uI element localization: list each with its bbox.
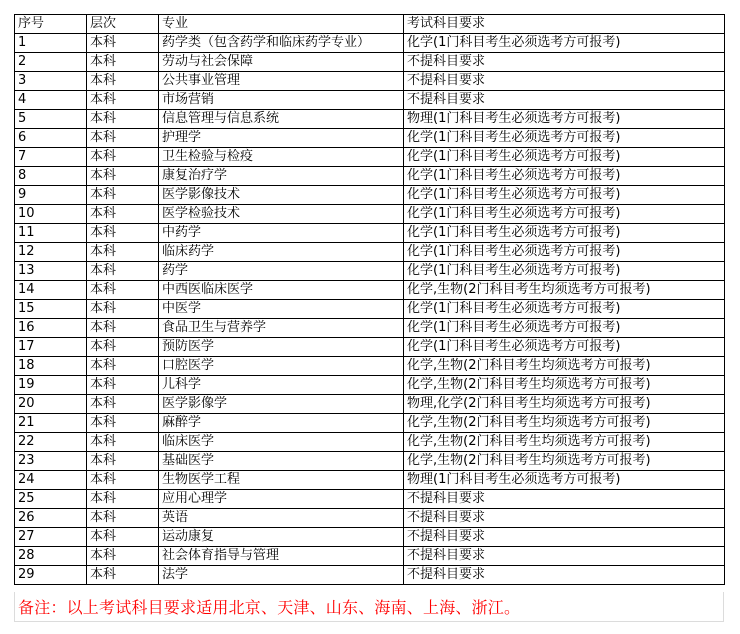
cell-index: 26	[15, 509, 87, 528]
cell-index: 28	[15, 547, 87, 566]
cell-index: 15	[15, 300, 87, 319]
cell-major: 医学影像技术	[159, 186, 404, 205]
cell-index: 25	[15, 490, 87, 509]
cell-subject-requirement: 化学(1门科目考生必须选考方可报考)	[404, 34, 725, 53]
cell-level: 本科	[87, 91, 159, 110]
cell-level: 本科	[87, 547, 159, 566]
table-row	[15, 471, 725, 490]
cell-subject-requirement: 化学,生物(2门科目考生均须选考方可报考)	[404, 357, 725, 376]
cell-level: 本科	[87, 186, 159, 205]
cell-subject-requirement: 化学(1门科目考生必须选考方可报考)	[404, 186, 725, 205]
cell-index: 5	[15, 110, 87, 129]
cell-level: 本科	[87, 357, 159, 376]
cell-level: 本科	[87, 224, 159, 243]
table-row	[15, 243, 725, 262]
cell-index: 7	[15, 148, 87, 167]
cell-level: 本科	[87, 376, 159, 395]
cell-level: 本科	[87, 490, 159, 509]
cell-index: 18	[15, 357, 87, 376]
cell-major: 口腔医学	[159, 357, 404, 376]
cell-level: 本科	[87, 300, 159, 319]
cell-subject-requirement: 化学(1门科目考生必须选考方可报考)	[404, 262, 725, 281]
cell-subject-requirement: 化学(1门科目考生必须选考方可报考)	[404, 205, 725, 224]
cell-index: 23	[15, 452, 87, 471]
cell-subject-requirement: 物理,化学(2门科目考生均须选考方可报考)	[404, 395, 725, 414]
cell-level: 本科	[87, 281, 159, 300]
header-major: 专业	[159, 15, 404, 34]
table-row	[15, 91, 725, 110]
cell-major: 临床医学	[159, 433, 404, 452]
cell-major: 运动康复	[159, 528, 404, 547]
cell-major: 药学	[159, 262, 404, 281]
cell-major: 基础医学	[159, 452, 404, 471]
cell-major: 中药学	[159, 224, 404, 243]
footnote: 备注：以上考试科目要求适用北京、天津、山东、海南、上海、浙江。	[18, 598, 521, 617]
table-row	[15, 72, 725, 91]
cell-major: 临床药学	[159, 243, 404, 262]
header-index: 序号	[15, 15, 87, 34]
cell-level: 本科	[87, 566, 159, 585]
table-row	[15, 262, 725, 281]
cell-major: 中西医临床医学	[159, 281, 404, 300]
cell-major: 中医学	[159, 300, 404, 319]
cell-index: 9	[15, 186, 87, 205]
cell-level: 本科	[87, 262, 159, 281]
cell-subject-requirement: 化学(1门科目考生必须选考方可报考)	[404, 167, 725, 186]
cell-level: 本科	[87, 167, 159, 186]
table-row	[15, 433, 725, 452]
table-row	[15, 547, 725, 566]
cell-level: 本科	[87, 319, 159, 338]
table-header-row	[15, 15, 725, 34]
cell-level: 本科	[87, 395, 159, 414]
cell-major: 社会体育指导与管理	[159, 547, 404, 566]
cell-subject-requirement: 不提科目要求	[404, 53, 725, 72]
table-row	[15, 281, 725, 300]
table-row	[15, 490, 725, 509]
cell-index: 10	[15, 205, 87, 224]
cell-major: 市场营销	[159, 91, 404, 110]
cell-major: 公共事业管理	[159, 72, 404, 91]
cell-index: 1	[15, 34, 87, 53]
cell-subject-requirement: 不提科目要求	[404, 91, 725, 110]
cell-major: 预防医学	[159, 338, 404, 357]
cell-major: 医学检验技术	[159, 205, 404, 224]
cell-subject-requirement: 化学,生物(2门科目考生均须选考方可报考)	[404, 452, 725, 471]
cell-level: 本科	[87, 72, 159, 91]
cell-major: 食品卫生与营养学	[159, 319, 404, 338]
cell-index: 21	[15, 414, 87, 433]
cell-index: 3	[15, 72, 87, 91]
cell-subject-requirement: 化学(1门科目考生必须选考方可报考)	[404, 243, 725, 262]
cell-major: 药学类（包含药学和临床药学专业）	[159, 34, 404, 53]
table-row	[15, 395, 725, 414]
cell-level: 本科	[87, 53, 159, 72]
subject-requirements-table	[14, 14, 725, 585]
cell-index: 6	[15, 129, 87, 148]
table-row	[15, 300, 725, 319]
cell-subject-requirement: 物理(1门科目考生必须选考方可报考)	[404, 110, 725, 129]
cell-level: 本科	[87, 148, 159, 167]
cell-level: 本科	[87, 471, 159, 490]
cell-index: 8	[15, 167, 87, 186]
table-row	[15, 224, 725, 243]
cell-level: 本科	[87, 414, 159, 433]
table-row	[15, 357, 725, 376]
cell-level: 本科	[87, 509, 159, 528]
cell-index: 20	[15, 395, 87, 414]
cell-level: 本科	[87, 243, 159, 262]
cell-subject-requirement: 化学,生物(2门科目考生均须选考方可报考)	[404, 414, 725, 433]
cell-major: 法学	[159, 566, 404, 585]
header-level: 层次	[87, 15, 159, 34]
cell-index: 17	[15, 338, 87, 357]
cell-major: 信息管理与信息系统	[159, 110, 404, 129]
cell-index: 12	[15, 243, 87, 262]
cell-index: 27	[15, 528, 87, 547]
cell-major: 麻醉学	[159, 414, 404, 433]
table-row	[15, 566, 725, 585]
table-row	[15, 53, 725, 72]
cell-index: 22	[15, 433, 87, 452]
cell-index: 16	[15, 319, 87, 338]
cell-subject-requirement: 化学(1门科目考生必须选考方可报考)	[404, 148, 725, 167]
cell-index: 2	[15, 53, 87, 72]
table-row	[15, 414, 725, 433]
cell-subject-requirement: 不提科目要求	[404, 490, 725, 509]
cell-subject-requirement: 化学,生物(2门科目考生均须选考方可报考)	[404, 376, 725, 395]
table-row	[15, 338, 725, 357]
cell-major: 护理学	[159, 129, 404, 148]
cell-subject-requirement: 化学,生物(2门科目考生均须选考方可报考)	[404, 281, 725, 300]
cell-index: 14	[15, 281, 87, 300]
table-row	[15, 129, 725, 148]
cell-level: 本科	[87, 338, 159, 357]
cell-major: 儿科学	[159, 376, 404, 395]
cell-level: 本科	[87, 452, 159, 471]
table-row	[15, 205, 725, 224]
table-row	[15, 34, 725, 53]
cell-subject-requirement: 化学(1门科目考生必须选考方可报考)	[404, 319, 725, 338]
cell-subject-requirement: 不提科目要求	[404, 547, 725, 566]
cell-index: 11	[15, 224, 87, 243]
cell-major: 劳动与社会保障	[159, 53, 404, 72]
cell-major: 应用心理学	[159, 490, 404, 509]
cell-major: 英语	[159, 509, 404, 528]
cell-subject-requirement: 不提科目要求	[404, 509, 725, 528]
cell-level: 本科	[87, 205, 159, 224]
cell-index: 13	[15, 262, 87, 281]
table-row	[15, 148, 725, 167]
cell-subject-requirement: 化学,生物(2门科目考生均须选考方可报考)	[404, 433, 725, 452]
cell-subject-requirement: 化学(1门科目考生必须选考方可报考)	[404, 300, 725, 319]
cell-index: 24	[15, 471, 87, 490]
cell-major: 康复治疗学	[159, 167, 404, 186]
header-subject-requirement: 考试科目要求	[404, 15, 725, 34]
table-row	[15, 452, 725, 471]
cell-major: 卫生检验与检疫	[159, 148, 404, 167]
cell-subject-requirement: 不提科目要求	[404, 528, 725, 547]
table-row	[15, 376, 725, 395]
cell-major: 医学影像学	[159, 395, 404, 414]
cell-subject-requirement: 物理(1门科目考生必须选考方可报考)	[404, 471, 725, 490]
cell-subject-requirement: 化学(1门科目考生必须选考方可报考)	[404, 338, 725, 357]
table-row	[15, 319, 725, 338]
cell-major: 生物医学工程	[159, 471, 404, 490]
cell-index: 19	[15, 376, 87, 395]
cell-subject-requirement: 不提科目要求	[404, 72, 725, 91]
cell-index: 29	[15, 566, 87, 585]
cell-level: 本科	[87, 34, 159, 53]
cell-level: 本科	[87, 433, 159, 452]
table-row	[15, 110, 725, 129]
cell-subject-requirement: 化学(1门科目考生必须选考方可报考)	[404, 224, 725, 243]
table-row	[15, 528, 725, 547]
table-row	[15, 186, 725, 205]
cell-subject-requirement: 化学(1门科目考生必须选考方可报考)	[404, 129, 725, 148]
table-row	[15, 509, 725, 528]
cell-level: 本科	[87, 528, 159, 547]
table-row	[15, 167, 725, 186]
cell-index: 4	[15, 91, 87, 110]
cell-level: 本科	[87, 129, 159, 148]
cell-level: 本科	[87, 110, 159, 129]
cell-subject-requirement: 不提科目要求	[404, 566, 725, 585]
